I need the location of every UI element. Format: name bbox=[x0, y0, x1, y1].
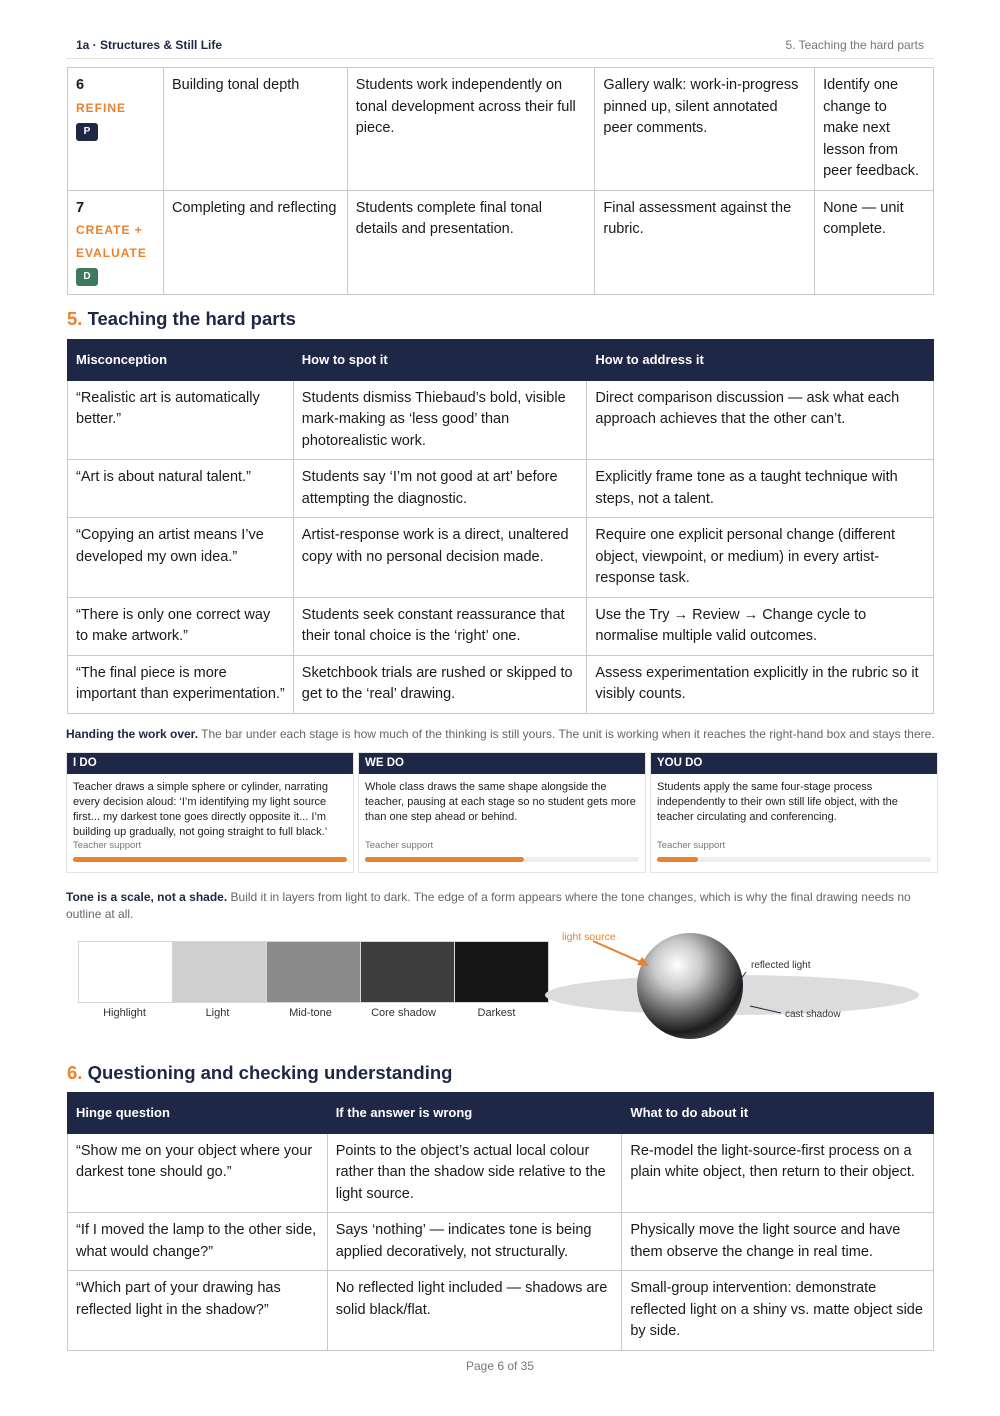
lesson-next-step: Identify one change to make next lesson from peer feedback. bbox=[815, 68, 934, 191]
tone-lead: Tone is a scale, not a shade. bbox=[66, 890, 228, 904]
column-header: What to do about it bbox=[622, 1093, 934, 1134]
tone-swatch bbox=[266, 941, 361, 1003]
table-row bbox=[68, 597, 934, 655]
shaded-sphere bbox=[637, 933, 743, 1039]
stage-title: YOU DO bbox=[651, 753, 937, 774]
table-cell: Sketchbook trials are rushed or skipped to get to the ‘real’ drawing. bbox=[293, 655, 587, 713]
lesson-next-step: None — unit complete. bbox=[815, 190, 934, 294]
tone-swatch bbox=[78, 941, 173, 1003]
table-row bbox=[68, 1133, 934, 1213]
table-cell: Artist-response work is a direct, unaltered copy with no personal decision made. bbox=[293, 518, 587, 598]
stage-title: I DO bbox=[67, 753, 353, 774]
lesson-number: 6 bbox=[76, 77, 85, 93]
table-cell: Physically move the light source and have them observe the change in real time. bbox=[622, 1213, 934, 1271]
column-header: If the answer is wrong bbox=[327, 1093, 622, 1134]
column-header: How to address it bbox=[587, 340, 934, 381]
phase-badge: P bbox=[76, 123, 98, 141]
support-bar bbox=[365, 857, 639, 862]
table-cell: “Copying an artist means I’ve developed my own idea.” bbox=[68, 518, 294, 598]
misconceptions-table bbox=[67, 339, 934, 714]
stage-description: Whole class draws the same shape alongside the teacher, pausing at each stage so no student gets more than one step ahead or behind. bbox=[365, 781, 636, 823]
stage-card-we-do bbox=[358, 752, 646, 873]
table-cell: “There is only one correct way to make artwork.” bbox=[68, 597, 294, 655]
section-heading bbox=[67, 1062, 452, 1084]
column-header: How to spot it bbox=[293, 340, 587, 381]
support-label: Teacher support bbox=[73, 840, 142, 851]
cast-shadow-label: cast shadow bbox=[785, 1009, 841, 1020]
lesson-activity: Students complete final tonal details and presentation. bbox=[347, 190, 595, 294]
reflected-light-label: reflected light bbox=[751, 960, 811, 971]
table-row bbox=[68, 1271, 934, 1351]
table-cell: “Show me on your object where your darkest tone should go.” bbox=[68, 1133, 328, 1213]
table-row bbox=[68, 380, 934, 460]
table-header-row bbox=[68, 1093, 934, 1134]
handover-text: The bar under each stage is how much of the thinking is still yours. The unit is working when it reaches the right-hand box and stays there. bbox=[201, 727, 935, 741]
table-cell: Students dismiss Thiebaud’s bold, visible mark-making as ‘less good’ than photorealistic work. bbox=[293, 380, 587, 460]
tone-label: Highlight bbox=[103, 1007, 146, 1019]
table-cell: Require one explicit personal change (different object, viewpoint, or medium) in every artist-response task. bbox=[587, 518, 934, 598]
table-cell: Small-group intervention: demonstrate reflected light on a shiny vs. matte object side by side. bbox=[622, 1271, 934, 1351]
table-cell: No reflected light included — shadows are solid black/flat. bbox=[327, 1271, 622, 1351]
light-source-label: light source bbox=[562, 931, 616, 943]
tone-label: Darkest bbox=[477, 1007, 516, 1019]
tone-label: Light bbox=[205, 1007, 230, 1019]
tone-label: Mid-tone bbox=[289, 1007, 332, 1019]
table-row bbox=[68, 518, 934, 598]
handover-lead: Handing the work over. bbox=[66, 727, 199, 741]
lesson-number: 7 bbox=[76, 199, 85, 216]
lesson-cell bbox=[68, 68, 164, 191]
section-title: Questioning and checking understanding bbox=[87, 1062, 453, 1083]
table-header-row bbox=[68, 340, 934, 381]
table-cell: “Realistic art is automatically better.” bbox=[68, 380, 294, 460]
tone-swatch bbox=[360, 941, 455, 1003]
section-number: 5. bbox=[67, 308, 83, 329]
phase-badge: D bbox=[76, 268, 98, 286]
table-cell: “Which part of your drawing has reflected light in the shadow?” bbox=[68, 1271, 328, 1351]
table-cell: Explicitly frame tone as a taught technique with steps, not a talent. bbox=[587, 460, 934, 518]
support-label: Teacher support bbox=[365, 840, 434, 851]
table-cell: “Art is about natural talent.” bbox=[68, 460, 294, 518]
table-cell: Points to the object’s actual local colour rather than the shadow side relative to the light source. bbox=[327, 1133, 622, 1213]
page-number: Page 6 of 35 bbox=[465, 1359, 535, 1373]
column-header: Hinge question bbox=[68, 1093, 328, 1134]
support-bar-fill bbox=[365, 857, 524, 862]
table-row bbox=[68, 655, 934, 713]
table-cell: “The final piece is more important than experimentation.” bbox=[68, 655, 294, 713]
section-number: 6. bbox=[67, 1062, 83, 1083]
table-cell: Students say ‘I’m not good at art’ before attempting the diagnostic. bbox=[293, 460, 587, 518]
table-row bbox=[68, 1213, 934, 1271]
lesson-activity: Students work independently on tonal development across their full piece. bbox=[347, 68, 595, 191]
lesson-assessment: Gallery walk: work-in-progress pinned up, silent annotated peer comments. bbox=[595, 68, 815, 191]
table-row bbox=[68, 68, 934, 191]
tone-text: Build it in layers from light to dark. The edge of a form appears where the tone changes, which is why the final drawing needs no outline at all. bbox=[66, 890, 911, 921]
table-cell: Use the Try → Review → Change cycle to normalise multiple valid outcomes. bbox=[587, 597, 934, 655]
table-row bbox=[68, 460, 934, 518]
lesson-assessment: Final assessment against the rubric. bbox=[595, 190, 815, 294]
table-cell: “If I moved the lamp to the other side, what would change?” bbox=[68, 1213, 328, 1271]
table-cell: Re-model the light-source-first process on a plain white object, then return to their object. bbox=[622, 1133, 934, 1213]
table-cell: Assess experimentation explicitly in the rubric so it visibly counts. bbox=[587, 655, 934, 713]
lesson-focus: Completing and reflecting bbox=[163, 190, 347, 294]
tone-label: Core shadow bbox=[371, 1007, 436, 1019]
support-bar bbox=[73, 857, 347, 862]
lesson-phase: CREATE + bbox=[76, 223, 143, 237]
lesson-phase: REFINE bbox=[76, 100, 127, 115]
section-heading bbox=[67, 308, 296, 330]
light-ray bbox=[593, 941, 645, 964]
lesson-phase-line2: EVALUATE bbox=[76, 246, 147, 260]
running-header-section: 5. Teaching the hard parts bbox=[785, 38, 924, 52]
running-header-title: 1a · Structures & Still Life bbox=[76, 38, 223, 52]
header-divider bbox=[66, 58, 934, 59]
support-label: Teacher support bbox=[657, 840, 726, 851]
tone-note bbox=[66, 889, 936, 923]
stage-card-you-do bbox=[650, 752, 938, 873]
table-cell: Direct comparison discussion — ask what each approach achieves that the other can’t. bbox=[587, 380, 934, 460]
section-title: Teaching the hard parts bbox=[87, 308, 296, 329]
hinge-questions-table bbox=[67, 1092, 934, 1351]
column-header: Misconception bbox=[68, 340, 294, 381]
tone-scale-labels bbox=[78, 1007, 543, 1019]
support-bar-fill bbox=[73, 857, 347, 862]
tone-scale bbox=[78, 941, 548, 1003]
table-cell: Says ‘nothing’ — indicates tone is being applied decoratively, not structurally. bbox=[327, 1213, 622, 1271]
stage-description: Students apply the same four-stage process independently to their own still life object, with the teacher circulating and conferencing. bbox=[657, 781, 898, 823]
table-cell: Students seek constant reassurance that their tonal choice is the ‘right’ one. bbox=[293, 597, 587, 655]
support-bar bbox=[657, 857, 931, 862]
lesson-sequence-table bbox=[67, 67, 934, 295]
sphere-diagram bbox=[545, 925, 925, 1045]
stage-description: Teacher draws a simple sphere or cylinder, narrating every decision aloud: ‘I’m identifying my light source first... my darkest tone goes directly opposite it... I’m building up gradually, not going straight to full black.’ bbox=[73, 781, 328, 838]
handover-note bbox=[66, 726, 936, 743]
tone-swatch bbox=[454, 941, 549, 1003]
tone-swatch bbox=[172, 941, 267, 1003]
stage-title: WE DO bbox=[359, 753, 645, 774]
table-row bbox=[68, 190, 934, 294]
lesson-focus: Building tonal depth bbox=[163, 68, 347, 191]
stage-card-i-do bbox=[66, 752, 354, 873]
support-bar-fill bbox=[657, 857, 698, 862]
lesson-cell bbox=[68, 190, 164, 294]
